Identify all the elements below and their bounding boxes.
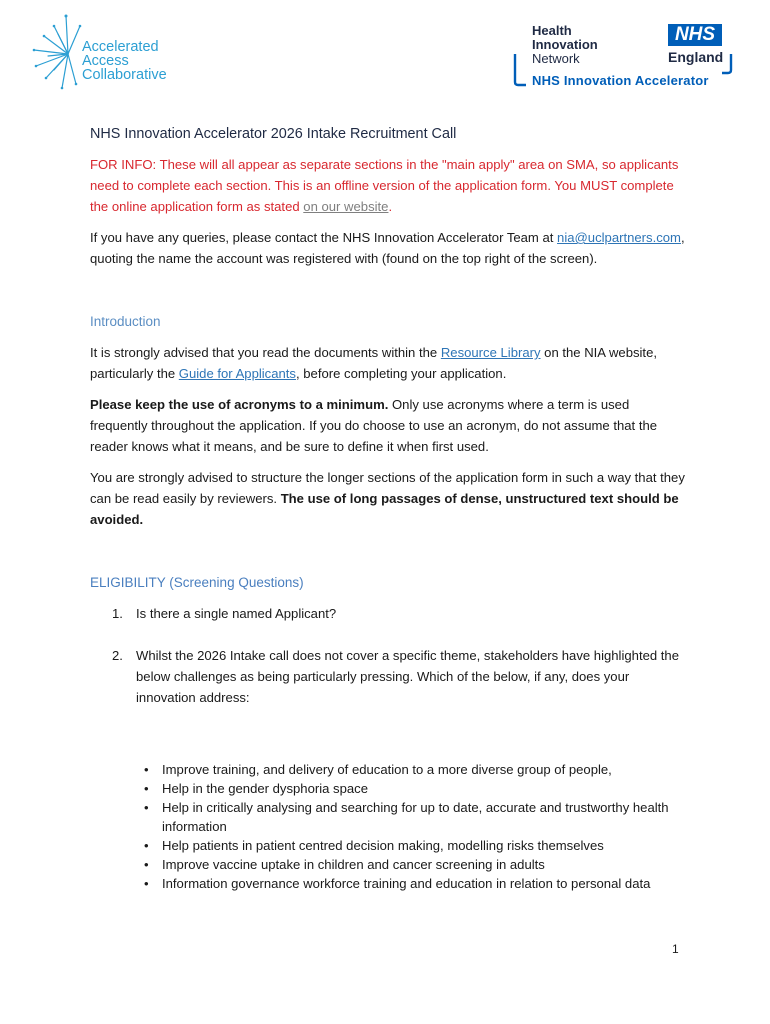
introduction-heading: Introduction (90, 314, 161, 329)
list-item: • Improve vaccine uptake in children and cancer screening in adults (144, 857, 545, 872)
list-item: • Help in the gender dysphoria space (144, 781, 368, 796)
intro-paragraph-2: Please keep the use of acronyms to a minimum. Only use acronyms where a term is used frequently throughout the application. If you do choose to use an acronym, do not assume that the reader knows what it means, and be sure to define it when first used. (90, 397, 658, 454)
list-item: • Information governance workforce training and education in relation to personal data (144, 876, 651, 891)
nia-wordmark: NHS Innovation Accelerator (532, 73, 709, 88)
page-title: NHS Innovation Accelerator 2026 Intake Recruitment Call (90, 126, 457, 142)
nhs-england-label: England (668, 49, 724, 65)
document-body (90, 124, 685, 893)
resource-library-link[interactable]: Resource Library (440, 345, 541, 360)
nhs-badge: NHS (668, 24, 722, 46)
hin-wordmark: Health Innovation Network (532, 23, 598, 66)
eligibility-heading: ELIGIBILITY (Screening Questions) (90, 575, 304, 590)
list-item: • Improve training, and delivery of education to a more diverse group of people, (144, 762, 612, 777)
aac-logo (28, 12, 218, 92)
question-2: 2. Whilst the 2026 Intake call does not cover a specific theme, stakeholders have highlighted the below challenges as being particularly pressing. Which of the below, if any, does your innovation address: (112, 648, 679, 705)
intro-paragraph-3: You are strongly advised to structure the longer sections of the application form in such a way that they can be read easily by reviewers. The use of long passages of dense, unstructured text should be avoided. (90, 470, 685, 527)
list-item: • Help in critically analysing and searching for up to date, accurate and trustworthy health information (144, 800, 669, 834)
list-item: • Help patients in patient centred decision making, modelling risks themselves (144, 838, 604, 853)
intro-paragraph-1: It is strongly advised that you read the documents within the Resource Library on the NIA website, particularly the Guide for Applicants, before completing your application. (90, 345, 657, 381)
contact-paragraph: If you have any queries, please contact the NHS Innovation Accelerator Team at nia@uclpartners.com, quoting the name the account was registered with (found on the top right of the screen). (90, 230, 685, 266)
website-link[interactable]: on our website (303, 199, 389, 214)
guide-for-applicants-link[interactable]: Guide for Applicants (178, 366, 296, 381)
email-link[interactable]: nia@uclpartners.com (557, 230, 681, 245)
challenge-list (90, 760, 685, 893)
info-notice: FOR INFO: These will all appear as separate sections in the "main apply" area on SMA, so applicants need to complete each section. This is an offline version of the application form. You MUST complete the online application form as stated on our website. (90, 157, 679, 214)
page-number: 1 (672, 942, 679, 956)
hin-nhs-logo (512, 24, 742, 96)
aac-wordmark: Accelerated Access Collaborative (82, 39, 167, 83)
question-1: 1. Is there a single named Applicant? (112, 606, 337, 621)
